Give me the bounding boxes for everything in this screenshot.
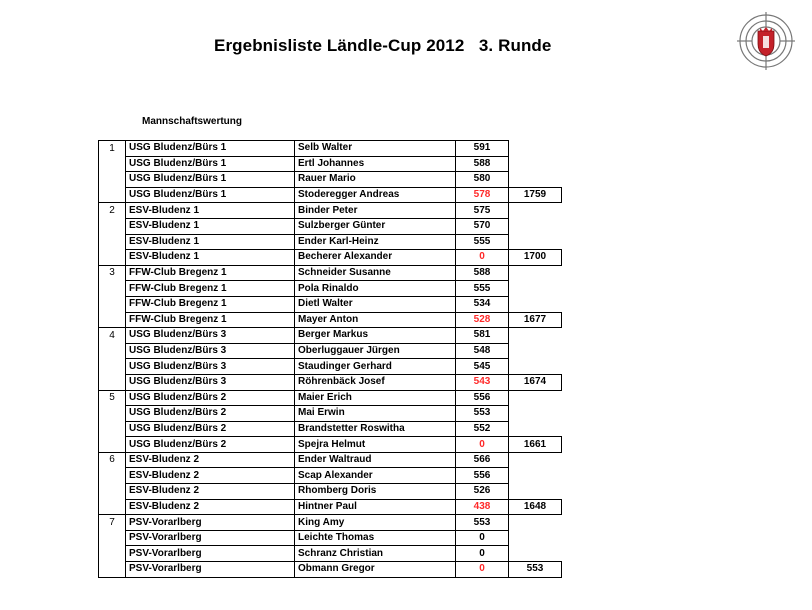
shooter-name: Sulzberger Günter xyxy=(295,218,456,234)
shooter-score: 534 xyxy=(456,296,509,312)
table-row xyxy=(99,343,562,359)
table-row xyxy=(99,437,562,453)
shooter-score: 566 xyxy=(456,452,509,468)
shooter-score: 575 xyxy=(456,203,509,219)
team-name: ESV-Bludenz 2 xyxy=(126,468,295,484)
shooter-score: 0 xyxy=(456,437,509,453)
table-row xyxy=(99,452,562,468)
shooter-name: Spejra Helmut xyxy=(295,437,456,453)
table-row xyxy=(99,530,562,546)
team-name: USG Bludenz/Bürs 1 xyxy=(126,187,295,203)
table-row xyxy=(99,562,562,578)
team-rank: 6 xyxy=(99,452,126,468)
team-rank: 3 xyxy=(99,265,126,281)
team-rank xyxy=(99,156,126,172)
team-total: 553 xyxy=(509,562,562,578)
shooter-score: 548 xyxy=(456,343,509,359)
team-total xyxy=(509,515,562,531)
table-row xyxy=(99,546,562,562)
shooter-score: 0 xyxy=(456,546,509,562)
team-total xyxy=(509,328,562,344)
team-name: FFW-Club Bregenz 1 xyxy=(126,281,295,297)
shooter-name: Obmann Gregor xyxy=(295,562,456,578)
table-row xyxy=(99,499,562,515)
team-name: USG Bludenz/Bürs 3 xyxy=(126,374,295,390)
shooter-name: Becherer Alexander xyxy=(295,250,456,266)
shooter-score: 588 xyxy=(456,156,509,172)
table-row xyxy=(99,234,562,250)
shooter-score: 555 xyxy=(456,234,509,250)
shooter-name: Ertl Johannes xyxy=(295,156,456,172)
team-rank xyxy=(99,499,126,515)
team-name: PSV-Vorarlberg xyxy=(126,530,295,546)
shooter-score: 588 xyxy=(456,265,509,281)
team-name: USG Bludenz/Bürs 3 xyxy=(126,343,295,359)
team-name: FFW-Club Bregenz 1 xyxy=(126,296,295,312)
team-total xyxy=(509,218,562,234)
shooter-score: 556 xyxy=(456,468,509,484)
shooter-score: 543 xyxy=(456,374,509,390)
team-rank xyxy=(99,281,126,297)
team-rank: 4 xyxy=(99,328,126,344)
team-total: 1677 xyxy=(509,312,562,328)
team-name: USG Bludenz/Bürs 2 xyxy=(126,421,295,437)
table-row xyxy=(99,141,562,157)
table-row xyxy=(99,515,562,531)
team-total: 1700 xyxy=(509,250,562,266)
team-total: 1674 xyxy=(509,374,562,390)
shooter-score: 553 xyxy=(456,406,509,422)
team-name: USG Bludenz/Bürs 3 xyxy=(126,328,295,344)
shooter-score: 0 xyxy=(456,530,509,546)
team-name: USG Bludenz/Bürs 3 xyxy=(126,359,295,375)
team-total: 1759 xyxy=(509,187,562,203)
team-total xyxy=(509,156,562,172)
team-name: ESV-Bludenz 2 xyxy=(126,452,295,468)
shooter-score: 545 xyxy=(456,359,509,375)
team-rank xyxy=(99,484,126,500)
team-total xyxy=(509,281,562,297)
team-total: 1661 xyxy=(509,437,562,453)
team-name: ESV-Bludenz 2 xyxy=(126,499,295,515)
shooter-name: Berger Markus xyxy=(295,328,456,344)
team-name: USG Bludenz/Bürs 2 xyxy=(126,390,295,406)
target-crest-logo xyxy=(737,12,795,70)
shooter-name: Pola Rinaldo xyxy=(295,281,456,297)
results-table xyxy=(98,140,562,578)
table-row xyxy=(99,390,562,406)
shooter-score: 438 xyxy=(456,499,509,515)
team-total xyxy=(509,265,562,281)
team-rank: 7 xyxy=(99,515,126,531)
team-name: PSV-Vorarlberg xyxy=(126,562,295,578)
team-rank: 1 xyxy=(99,141,126,157)
shooter-name: King Amy xyxy=(295,515,456,531)
team-name: USG Bludenz/Bürs 2 xyxy=(126,406,295,422)
team-rank xyxy=(99,312,126,328)
table-row xyxy=(99,281,562,297)
shooter-name: Scap Alexander xyxy=(295,468,456,484)
page-title: Ergebnisliste Ländle-Cup 2012 3. Runde xyxy=(214,36,552,55)
shooter-name: Maier Erich xyxy=(295,390,456,406)
table-row xyxy=(99,374,562,390)
team-rank xyxy=(99,374,126,390)
team-total xyxy=(509,421,562,437)
table-row xyxy=(99,421,562,437)
shooter-score: 528 xyxy=(456,312,509,328)
team-total xyxy=(509,406,562,422)
team-rank: 2 xyxy=(99,203,126,219)
team-name: PSV-Vorarlberg xyxy=(126,515,295,531)
team-rank xyxy=(99,468,126,484)
team-name: USG Bludenz/Bürs 1 xyxy=(126,172,295,188)
shooter-name: Staudinger Gerhard xyxy=(295,359,456,375)
shooter-score: 581 xyxy=(456,328,509,344)
shooter-score: 570 xyxy=(456,218,509,234)
shooter-name: Brandstetter Roswitha xyxy=(295,421,456,437)
table-row xyxy=(99,406,562,422)
team-total xyxy=(509,390,562,406)
team-rank xyxy=(99,296,126,312)
team-total xyxy=(509,546,562,562)
table-row xyxy=(99,468,562,484)
table-row xyxy=(99,312,562,328)
team-total xyxy=(509,343,562,359)
table-row xyxy=(99,296,562,312)
shooter-name: Hintner Paul xyxy=(295,499,456,515)
team-rank xyxy=(99,437,126,453)
shooter-name: Ender Waltraud xyxy=(295,452,456,468)
table-row xyxy=(99,218,562,234)
team-total xyxy=(509,359,562,375)
table-row xyxy=(99,328,562,344)
team-name: FFW-Club Bregenz 1 xyxy=(126,265,295,281)
section-title: Mannschaftswertung xyxy=(142,116,243,127)
team-rank xyxy=(99,250,126,266)
shooter-name: Selb Walter xyxy=(295,141,456,157)
table-row xyxy=(99,484,562,500)
team-name: ESV-Bludenz 1 xyxy=(126,203,295,219)
shooter-score: 553 xyxy=(456,515,509,531)
team-rank xyxy=(99,172,126,188)
team-name: USG Bludenz/Bürs 1 xyxy=(126,156,295,172)
shooter-name: Schneider Susanne xyxy=(295,265,456,281)
team-total xyxy=(509,484,562,500)
team-rank xyxy=(99,218,126,234)
shooter-score: 580 xyxy=(456,172,509,188)
team-rank: 5 xyxy=(99,390,126,406)
team-rank xyxy=(99,421,126,437)
table-row xyxy=(99,265,562,281)
team-name: ESV-Bludenz 2 xyxy=(126,484,295,500)
shooter-name: Oberluggauer Jürgen xyxy=(295,343,456,359)
team-rank xyxy=(99,562,126,578)
team-name: ESV-Bludenz 1 xyxy=(126,250,295,266)
shooter-name: Schranz Christian xyxy=(295,546,456,562)
shooter-score: 555 xyxy=(456,281,509,297)
shooter-score: 552 xyxy=(456,421,509,437)
team-rank xyxy=(99,406,126,422)
team-name: FFW-Club Bregenz 1 xyxy=(126,312,295,328)
team-name: USG Bludenz/Bürs 2 xyxy=(126,437,295,453)
team-name: PSV-Vorarlberg xyxy=(126,546,295,562)
table-row xyxy=(99,250,562,266)
team-total xyxy=(509,530,562,546)
team-total xyxy=(509,172,562,188)
team-total xyxy=(509,296,562,312)
table-row xyxy=(99,203,562,219)
shooter-score: 526 xyxy=(456,484,509,500)
shooter-name: Ender Karl-Heinz xyxy=(295,234,456,250)
team-name: ESV-Bludenz 1 xyxy=(126,218,295,234)
shooter-name: Dietl Walter xyxy=(295,296,456,312)
shooter-name: Rauer Mario xyxy=(295,172,456,188)
team-rank xyxy=(99,234,126,250)
shooter-score: 591 xyxy=(456,141,509,157)
team-rank xyxy=(99,530,126,546)
shooter-name: Rhomberg Doris xyxy=(295,484,456,500)
team-rank xyxy=(99,343,126,359)
team-total xyxy=(509,141,562,157)
team-total xyxy=(509,452,562,468)
team-rank xyxy=(99,546,126,562)
team-name: ESV-Bludenz 1 xyxy=(126,234,295,250)
shooter-name: Mai Erwin xyxy=(295,406,456,422)
table-row xyxy=(99,156,562,172)
team-total xyxy=(509,203,562,219)
shooter-name: Stoderegger Andreas xyxy=(295,187,456,203)
shooter-name: Mayer Anton xyxy=(295,312,456,328)
team-rank xyxy=(99,187,126,203)
table-row xyxy=(99,187,562,203)
team-name: USG Bludenz/Bürs 1 xyxy=(126,141,295,157)
shooter-score: 578 xyxy=(456,187,509,203)
team-total: 1648 xyxy=(509,499,562,515)
team-total xyxy=(509,468,562,484)
table-row xyxy=(99,172,562,188)
table-row xyxy=(99,359,562,375)
team-total xyxy=(509,234,562,250)
shooter-name: Binder Peter xyxy=(295,203,456,219)
team-rank xyxy=(99,359,126,375)
shooter-name: Röhrenbäck Josef xyxy=(295,374,456,390)
shooter-name: Leichte Thomas xyxy=(295,530,456,546)
shooter-score: 0 xyxy=(456,250,509,266)
shooter-score: 0 xyxy=(456,562,509,578)
shooter-score: 556 xyxy=(456,390,509,406)
